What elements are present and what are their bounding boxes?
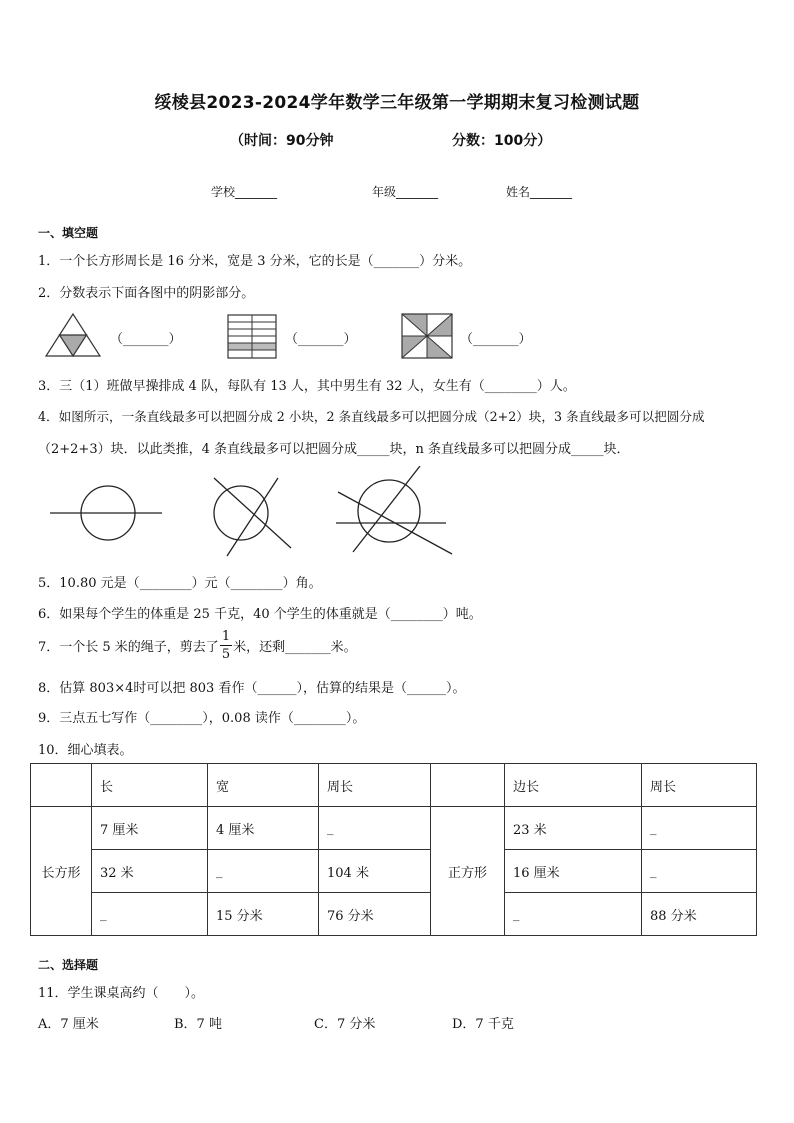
question-11: 11．学生课桌高约（ ）。 [38, 986, 205, 1001]
fraction-denominator: 5 [221, 647, 231, 662]
fraction-numerator: 1 [221, 629, 231, 644]
question-9: 9．三点五七写作（________），0.08 读作（________）。 [38, 711, 366, 726]
table-header-cell [31, 764, 92, 807]
answer-blank-triangle: （_______） [110, 332, 182, 347]
square-label: 正方形 [431, 807, 505, 936]
question-4-line1: 4．如图所示，一条直线最多可以把圆分成 2 小块，2 条直线最多可以把圆分成（2+2）块，3 条直线最多可以把圆分成 [38, 409, 705, 424]
table-cell: 104 米 [319, 850, 431, 893]
fill-in-table [30, 763, 757, 936]
table-cell: 23 米 [505, 807, 642, 850]
table-header-cell: 长 [92, 764, 208, 807]
table-cell: _ [505, 893, 642, 936]
table-header-cell: 宽 [208, 764, 319, 807]
question-5: 5．10.80 元是（________）元（________）角。 [38, 576, 322, 591]
table-cell: 15 分米 [208, 893, 319, 936]
option-d: D．7 千克 [452, 1017, 514, 1032]
table-header-cell: 周长 [319, 764, 431, 807]
answer-blank-square: （_______） [460, 332, 532, 347]
table-header-cell: 边长 [505, 764, 642, 807]
answer-blank-grid: （_______） [285, 332, 357, 347]
option-b: B．7 吨 [174, 1017, 222, 1032]
question-2: 2．分数表示下面各图中的阴影部分。 [38, 286, 255, 301]
question-1: 1．一个长方形周长是 16 分米，宽是 3 分米，它的长是（_______）分米。 [38, 254, 472, 269]
question-7-after: 米，还剩_______米。 [233, 640, 357, 655]
page-title: 绥棱县2023-2024学年数学三年级第一学期期末复习检测试题 [154, 93, 640, 113]
table-cell: 16 厘米 [505, 850, 642, 893]
question-10: 10．细心填表。 [38, 743, 133, 758]
grade-field: 年级_______ [372, 185, 439, 199]
circle-two-lines [214, 478, 291, 556]
section-multiple-choice: 二、选择题 [38, 958, 99, 972]
table-header-cell: 周长 [642, 764, 757, 807]
circle-three-lines [336, 466, 452, 554]
table-header-cell [431, 764, 505, 807]
table-row [31, 850, 757, 893]
option-c: C．7 分米 [314, 1017, 376, 1032]
circle-one-line [50, 486, 162, 540]
table-cell: _ [642, 807, 757, 850]
table-cell: 76 分米 [319, 893, 431, 936]
question-3: 3．三（1）班做早操排成 4 队，每队有 13 人，其中男生有 32 人，女生有（________）人。 [38, 379, 576, 394]
option-a: A．7 厘米 [38, 1017, 99, 1032]
rectangle-label: 长方形 [31, 807, 92, 936]
table-cell: 32 米 [92, 850, 208, 893]
table-cell: 4 厘米 [208, 807, 319, 850]
star-square-figure [401, 313, 453, 359]
question-8: 8．估算 803×4时可以把 803 看作（______），估算的结果是（______）。 [38, 681, 466, 696]
table-cell: _ [208, 850, 319, 893]
table-row [31, 893, 757, 936]
question-7-before: 7．一个长 5 米的绳子，剪去了 [38, 640, 219, 655]
section-fill-in: 一、填空题 [38, 226, 99, 240]
table-cell: 7 厘米 [92, 807, 208, 850]
grid-rectangle-figure [227, 314, 277, 359]
table-cell: _ [92, 893, 208, 936]
table-header-row [31, 764, 757, 807]
table-cell: _ [319, 807, 431, 850]
exam-score: 分数：100分） [452, 133, 552, 149]
table-cell: 88 分米 [642, 893, 757, 936]
question-6: 6．如果每个学生的体重是 25 千克，40 个学生的体重就是（________）吨。 [38, 607, 482, 622]
question-7 [38, 630, 357, 661]
exam-time: （时间：90分钟 [230, 133, 334, 149]
school-field: 学校_______ [211, 185, 278, 199]
table-row [31, 807, 757, 850]
circle-division-figures [46, 466, 466, 558]
name-field: 姓名_______ [506, 185, 573, 199]
table-cell: _ [642, 850, 757, 893]
fraction-one-fifth [220, 630, 232, 661]
question-4-line2: （2+2+3）块．以此类推，4 条直线最多可以把圆分成_____块，n 条直线最多可以把圆分成_____块． [38, 442, 630, 457]
triangle-figure [44, 312, 102, 358]
